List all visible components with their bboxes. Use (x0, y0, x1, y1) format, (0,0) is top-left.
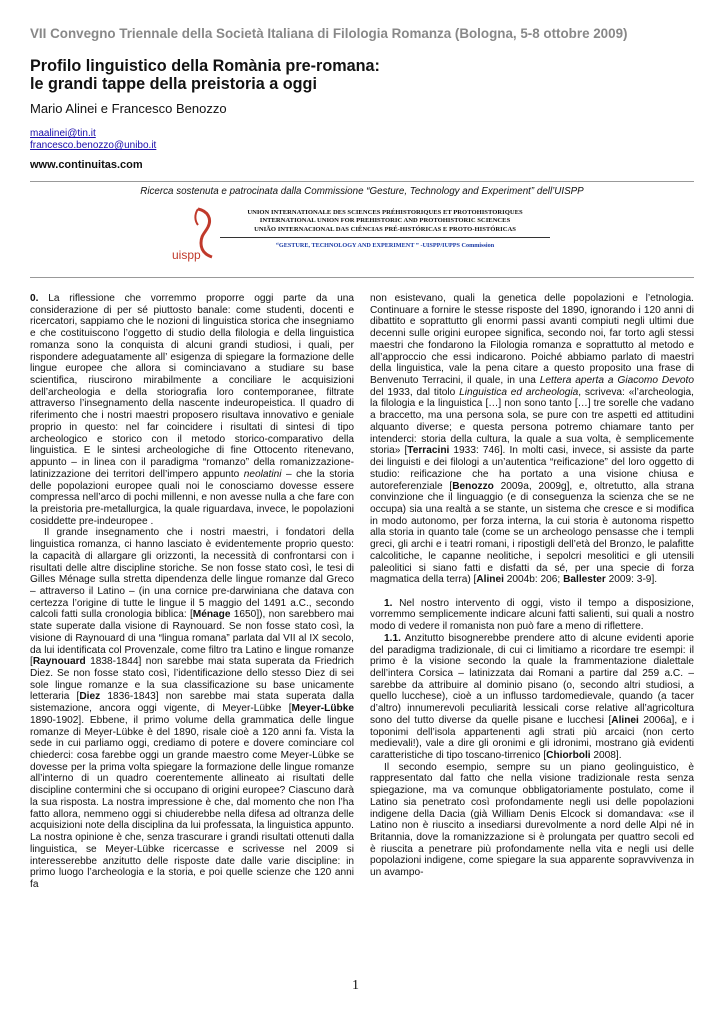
paragraph-continuation (370, 293, 694, 586)
paragraph-part: 2009a, 2009g], e, oltretutto, alla strana convinzione che il linguaggio (e di conseguenza la scienza che se ne occupa) sia una realtà a se stante, un sistema che cresce e si modifica in modo autonomo, per forza interna, la cui storia è autonoma rispetto alla storia in quanto tale (come se un archeologo pensasse che i templi greci, gli archi e i teatri romani, i ripostigli dell’età del Bronzo, le palafitte calcolitiche, le capanne neolitiche, i sepolcri mesolitici e gli utensili paleolitici si siano fatti e disfatti da sé, per una specie di forza magmatica della terra) [ (370, 480, 694, 586)
paragraph-part: 1650]), non sarebbero mai state superate dalla visione di Raynouard. Se non fosse stato così, la visione di Raynouard di una “lingua romana” parlata dal VII al IX secolo, da lui identificata col Provenzale, come filtro tra Latino e lingue romanze [ (30, 609, 354, 668)
paragraph-part: 2004b: 206; (503, 574, 564, 586)
uispp-logo-mark-icon (168, 205, 222, 263)
paragraph-1 (370, 598, 694, 633)
paragraph-part: Anzitutto bisognerebbe prendere atto di alcune evidenti aporie del paradigma tradizionale, di cui ci limitiamo a ricordare tre esempi: il primo è la visione secondo la quale la frammentazione dialettale dell’intera Corsica – latinizzata dai Romani a partire dal 259 a.C. – sarebbe da attribuire al dominio pisano (o, secondo altri studiosi, a quello lucchese), cioè a un influsso tardomedievale, quando (a tacer d’altro) innumerevoli peculiarità lessicali corse relative all’agricoltura sono del tutto diverse da quelle pisane e lucchesi [ (370, 632, 694, 726)
email-link-benozzo[interactable]: francesco.benozzo@unibo.it (30, 140, 157, 151)
citation-diez: Diez (79, 691, 101, 703)
uispp-line-pt: UNIÃO INTERNACIONAL DAS CIÊNCIAS PRÉ-HISTÓRICAS E PROTO-HISTÓRICAS (254, 225, 516, 233)
paragraph-0-text: La riflessione che vorremmo proporre oggi parte da una considerazione di per sé piuttosto banale: come studenti, docenti e ricercatori, sappiamo che le nozioni di linguistica storica che insegniamo e che costituiscono l’oggetto di studio della filologia e della linguistica romanza sono la conquista di alcuni grandi studiosi, i quali, per rispondere adeguatamente all’ esigenza di spiegare la formazione delle lingue europee che allora si cominciavano a studiare su base scientifica, riuscirono mirabilmente a conciliare le acquisizioni dell’archeologia e della storiografia loro contemporanee, filtrate attraverso l’insegnamento della nascente indeuropeistica. Il quadro di riferimento che i nostri maestri proposero risultava innovativo e geniale proprio in questo: nel far coincidere i risultati di sintesi di tipo archeologico e storico con il metodo storico-comparativo della linguistica. E le sintesi archeologiche di fine Ottocento ritenevano, appunto – in linea con il paradigma “romanzo” della romanizzazione-latinizzazione dei territori dell’impero appunto (30, 293, 354, 480)
paragraph-0-end: – che la storia delle popolazioni europee quali noi le conosciamo dovesse essere compressa nell’arco di pochi millenni, e non avesse nulla a che fare con la preistoria pre-metallurgica, la quale riguardava, invece, le popolazioni cosiddette pre-indeuropee . (30, 468, 354, 527)
paragraph-1-1 (370, 633, 694, 762)
citation-meyer-lubke: Meyer-Lübke (291, 703, 354, 715)
uispp-logo-text: uispp (172, 248, 201, 262)
uispp-line-en: INTERNATIONAL UNION FOR PREHISTORIC AND PROTOHISTORIC SCIENCES (259, 217, 511, 225)
paragraph-part: Il grande insegnamento che i nostri maestri, i fondatori della linguistica romanza, ci hanno lasciato è evidentemente proprio questo: la capacità di allargare gli orizzonti, la necessità di confrontarsi con i risultati delle altre discipline storiche. Se non fosse stato così, le tesi di Gilles Ménage sulla stretta dipendenza delle lingue romanze dal Greco – attraverso il Latino – (in una cornice pre-darwiniana che datava con certezza l’origine di tutte le lingue il 5 maggio del 1491 a.C., secondo calcoli fatti sulla cronologia biblica: [ (30, 527, 354, 621)
paragraph-part: 2008]. (590, 750, 622, 761)
paragraph-part: non esistevano, quali la genetica delle popolazioni e l’etnologia. Continuare a fornire le stesse risposte del 1890, ignorando i 120 anni di dibattito e soprattutto gli enormi passi avanti compiuti negli ultimi due decenni sulle origini europee significa, secondo noi, far torto agli stessi maestri che fondarono la Filologia romanza e soprattutto al metodo e all’approccio che essi indicarono. Poiché abbiamo parlato di maestri della linguistica, vale la pena citare a questo proposito una frase di Benvenuto Terracini, il quale, in una (370, 293, 694, 387)
divider-top (30, 181, 694, 182)
citation-terracini: Terracini (407, 445, 450, 457)
body-columns (30, 293, 694, 963)
uispp-logo-lines (220, 209, 550, 251)
page-number: 1 (352, 978, 359, 993)
citation-chiorboli: Chiorboli (546, 750, 591, 761)
paragraph-part: 1836-1843] non sarebbe mai stata superata dalla sistemazione, ancora oggi vigente, di Meyer-Lübke [ (30, 691, 354, 715)
author-emails (30, 128, 156, 152)
uispp-logo-divider (220, 237, 550, 238)
paragraph-part: 2009: 3-9]. (605, 574, 658, 586)
paragraph-part: 1890-1902]. Ebbene, il primo volume della grammatica delle lingue romanze di Meyer-Lübke è del 1890, risale cioè a 120 anni fa. Vista la sede in cui parliamo oggi, crediamo di potere e dovere cominciare col chiederci: cosa farebbe oggi un grande maestro come Meyer-Lübke se dovesse per la prima volta spiegare la formazione delle lingue romanze all’interno di un quadro coerentemente allineato ai risultati delle discipline contermini che si occupano di origini europee? Ciascuno darà la sua risposta. La nostra impressione è che, dal momento che non l’ha fatto allora, nemmeno oggi si chiuderebbe nella difesa ad oltranza delle acquisizioni note della disciplina da lui professata, la linguistica appunto. La nostra opinione è che, senza trascurare i grandi risultati ottenuti dalla linguistica, se Meyer-Lübke ricercasse e scrivesse nel 2009 si interesserebbe anzitutto delle risposte date dalle varie discipline: in primo luogo l’archeologia e la storia, e poi quelle scienze che 120 anni fa (30, 714, 354, 890)
paper-title-line-1: Profilo linguistico della Romània pre-romana: (30, 57, 380, 75)
running-header: VII Convegno Triennale della Società Italiana di Filologia Romanza (Bologna, 5-8 ottobre 2009) (30, 26, 628, 41)
authors: Mario Alinei e Francesco Benozzo (30, 101, 227, 116)
citation-menage: Ménage (192, 609, 231, 621)
paragraph-1-text: Nel nostro intervento di oggi, visto il tempo a disposizione, vorremmo semplicemente indicare alcuni fatti salienti, sui quali a nostro modo di vedere il romanista non può fare a meno di riflettere. (370, 597, 694, 633)
citation-benozzo: Benozzo (452, 480, 494, 492)
term-neolatini: neolatini (243, 468, 282, 480)
section-number-0: 0. (30, 293, 39, 304)
website-link[interactable]: www.continuitas.com (30, 159, 143, 171)
title-linguistica-archeologia: Linguistica ed archeologia (459, 386, 579, 398)
citation-alinei: Alinei (476, 574, 504, 586)
paragraph-secondo-esempio: Il secondo esempio, sempre su un piano geolinguistico, è rappresentato dal fatto che nella visione tradizionale resta senza spiegazione, ma va comunque obbligatoriamente postulato, come il Latino sia penetrato così profondamente negli usi delle popolazioni indigene della Dacia (già William Denis Elcock si domandava: «se il Latino non è riuscito a insediarsi durevolmente a nord delle Alpi né in Britannia, dove la romanizzazione si è prolungata per quattro secoli ed è riuscita a penetrare più profondamente nella vita e negli usi delle popolazioni indigene, come spiegare la sua apparente sopravvivenza in un avampo- (370, 761, 694, 879)
paragraph-part: , scriveva: «l’archeologia, la filologia e la linguistica […] non sono tanto […] tre sorelle che vadano a braccetto, ma una persona sola, se pure con tre aspetti ed attitudini alquanto diverse; e questa persona potremo chiamare tanto per intenderci: storia della cultura, la quale a sua volta, è semplicemente storia» [ (370, 386, 694, 457)
paper-title-line-2: le grandi tappe della preistoria a oggi (30, 75, 317, 93)
paragraph-part: 2006a], e i toponimi dell’isola appartenenti agli strati più arcaici (non certo medievali!), vale a dire gli oronimi e gli idronimi, mostrano già evidenti caratteristiche di tipo toscano-tirrenico [ (370, 714, 694, 761)
sponsor-note: Ricerca sostenuta e patrocinata dalla Commissione “Gesture, Technology and Experiment” dell’UISPP (140, 186, 584, 197)
uispp-line-fr: UNION INTERNATIONALE DES SCIENCES PRÉHISTORIQUES ET PROTOHISTORIQUES (247, 209, 523, 216)
citation-ballester: Ballester (563, 574, 606, 586)
uispp-logo (168, 205, 568, 265)
divider-bottom (30, 277, 694, 278)
title-lettera-aperta: Lettera aperta a Giacomo Devoto (539, 375, 695, 387)
paragraph-grande-insegnamento (30, 527, 354, 890)
column-left (30, 293, 354, 891)
paragraph-0 (30, 293, 354, 527)
uispp-commission: “GESTURE, TECHNOLOGY AND EXPERIMENT ” -UISPP/IUPPS Commission (275, 242, 495, 250)
paper-title (30, 57, 690, 93)
paragraph-part: 1933: 746]. In molti casi, invece, si assiste da parte dei linguisti e dei filologi a un’autentica “reificazione” del loro oggetto di studio: reificazione che ha portato a una visione chiusa e autoreferenziale [ (370, 445, 694, 492)
email-link-alinei[interactable]: maalinei@tin.it (30, 128, 96, 139)
citation-alinei-2006: Alinei (611, 714, 639, 726)
citation-raynouard: Raynouard (32, 656, 86, 668)
section-number-1: 1. (384, 597, 393, 609)
column-right (370, 293, 694, 879)
paragraph-part: 1838-1844] non sarebbe mai stata superata da Friedrich Diez. Se non fosse stato così, l’identificazione dello stesso Diez di sei sole lingue romanze e la sua classificazione su base unicamente letteraria [ (30, 656, 354, 703)
paragraph-part: del 1933, dal titolo (370, 386, 460, 398)
section-number-1-1: 1.1. (384, 632, 401, 644)
